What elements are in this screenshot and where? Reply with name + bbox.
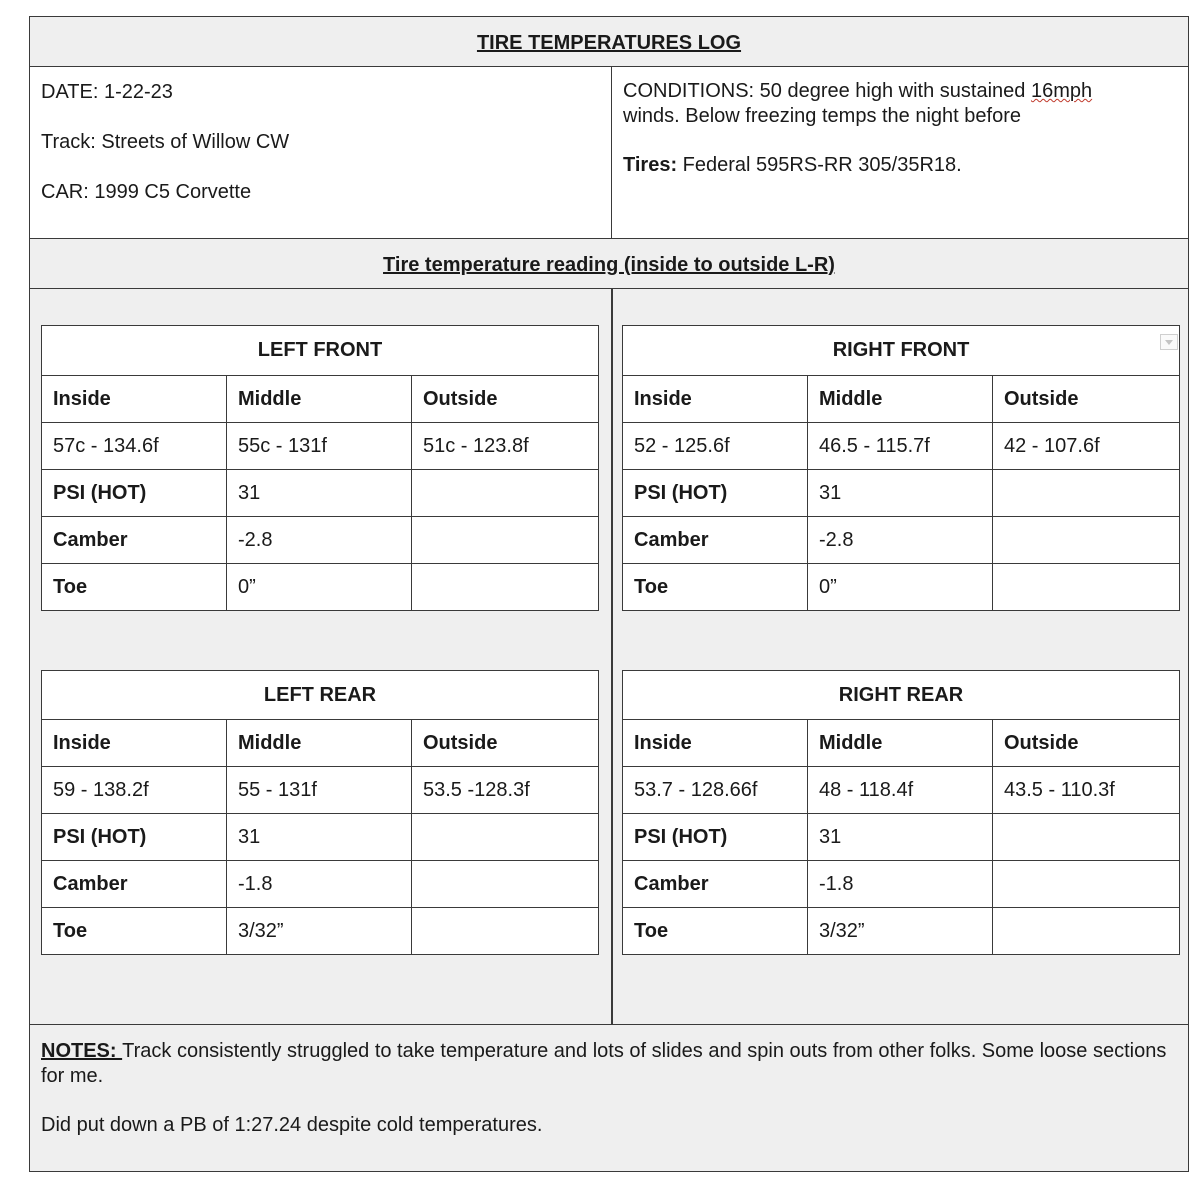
empty-cell[interactable] [993, 814, 1180, 861]
empty-cell[interactable] [412, 517, 599, 564]
spellcheck-word[interactable]: 16mph [1030, 80, 1093, 102]
outside-header: Outside [993, 720, 1180, 767]
camber-label: Camber [623, 517, 808, 564]
outside-header: Outside [412, 376, 599, 423]
outside-header: Outside [993, 376, 1180, 423]
outside-header: Outside [412, 720, 599, 767]
psi-label: PSI (HOT) [42, 470, 227, 517]
inside-temp[interactable]: 53.7 - 128.66f [623, 767, 808, 814]
conditions-post: winds. Below freezing temps the night before [623, 105, 1021, 127]
toe-label: Toe [623, 564, 808, 611]
camber-value[interactable]: -1.8 [808, 861, 993, 908]
toe-value[interactable]: 0” [227, 564, 412, 611]
psi-label: PSI (HOT) [623, 814, 808, 861]
toe-label: Toe [42, 564, 227, 611]
tires-label: Tires: [623, 154, 678, 176]
psi-value[interactable]: 31 [227, 470, 412, 517]
conditions-text [623, 79, 1148, 129]
middle-header: Middle [808, 720, 993, 767]
toe-label: Toe [42, 908, 227, 955]
left-rear-title: LEFT REAR [42, 671, 599, 720]
right-front-title: RIGHT FRONT [832, 339, 970, 361]
middle-temp[interactable]: 55 - 131f [227, 767, 412, 814]
left-front-title: LEFT FRONT [42, 326, 599, 376]
inside-header: Inside [42, 376, 227, 423]
toe-value[interactable]: 0” [808, 564, 993, 611]
conditions-info [612, 67, 1188, 238]
empty-cell[interactable] [412, 908, 599, 955]
middle-temp[interactable]: 55c - 131f [227, 423, 412, 470]
toe-value[interactable]: 3/32” [808, 908, 993, 955]
info-row [30, 67, 1188, 239]
inside-header: Inside [623, 376, 808, 423]
track-text: Track: Streets of Willow CW [41, 131, 290, 153]
middle-header: Middle [227, 720, 412, 767]
camber-value[interactable]: -2.8 [808, 517, 993, 564]
notes-label: NOTES: [41, 1040, 123, 1062]
toe-label: Toe [623, 908, 808, 955]
right-front-table [622, 325, 1180, 611]
empty-cell[interactable] [993, 564, 1180, 611]
session-info [30, 67, 612, 238]
inside-temp[interactable]: 59 - 138.2f [42, 767, 227, 814]
inside-header: Inside [42, 720, 227, 767]
middle-temp[interactable]: 48 - 118.4f [808, 767, 993, 814]
outside-temp[interactable]: 42 - 107.6f [993, 423, 1180, 470]
tires-value: Federal 595RS-RR 305/35R18. [677, 154, 962, 176]
section-title: Tire temperature reading (inside to outside L-R) [30, 239, 1188, 289]
empty-cell[interactable] [993, 908, 1180, 955]
notes-text: Track consistently struggled to take temperature and lots of slides and spin outs from other folks. Some loose sections for me. [41, 1040, 1167, 1087]
tire-log-sheet [29, 16, 1189, 1172]
page-title: TIRE TEMPERATURES LOG [30, 17, 1188, 67]
inside-header: Inside [623, 720, 808, 767]
empty-cell[interactable] [412, 861, 599, 908]
tire-readings-area [30, 289, 1188, 1025]
notes-section [30, 1025, 1188, 1171]
outside-temp[interactable]: 43.5 - 110.3f [993, 767, 1180, 814]
camber-label: Camber [42, 517, 227, 564]
camber-label: Camber [42, 861, 227, 908]
psi-label: PSI (HOT) [42, 814, 227, 861]
psi-value[interactable]: 31 [227, 814, 412, 861]
right-rear-title: RIGHT REAR [623, 671, 1180, 720]
psi-value[interactable]: 31 [808, 470, 993, 517]
middle-header: Middle [808, 376, 993, 423]
right-front-title-cell [623, 326, 1180, 376]
column-divider [611, 289, 613, 1024]
camber-label: Camber [623, 861, 808, 908]
date-text: DATE: 1-22-23 [41, 81, 173, 103]
notes-line-1 [41, 1039, 1168, 1089]
camber-value[interactable]: -2.8 [227, 517, 412, 564]
outside-temp[interactable]: 53.5 -128.3f [412, 767, 599, 814]
inside-temp[interactable]: 52 - 125.6f [623, 423, 808, 470]
middle-header: Middle [227, 376, 412, 423]
middle-temp[interactable]: 46.5 - 115.7f [808, 423, 993, 470]
outside-temp[interactable]: 51c - 123.8f [412, 423, 599, 470]
tires-text [623, 153, 1148, 178]
empty-cell[interactable] [412, 814, 599, 861]
toe-value[interactable]: 3/32” [227, 908, 412, 955]
notes-line-2: Did put down a PB of 1:27.24 despite cold temperatures. [41, 1114, 543, 1136]
empty-cell[interactable] [412, 564, 599, 611]
empty-cell[interactable] [993, 861, 1180, 908]
right-rear-table [622, 670, 1180, 955]
empty-cell[interactable] [993, 470, 1180, 517]
inside-temp[interactable]: 57c - 134.6f [42, 423, 227, 470]
conditions-pre: CONDITIONS: 50 degree high with sustained [623, 80, 1031, 102]
psi-value[interactable]: 31 [808, 814, 993, 861]
car-text: CAR: 1999 C5 Corvette [41, 181, 252, 203]
left-rear-table [41, 670, 599, 955]
left-front-table [41, 325, 599, 611]
camber-value[interactable]: -1.8 [227, 861, 412, 908]
dropdown-arrow-icon[interactable] [1160, 334, 1178, 350]
empty-cell[interactable] [993, 517, 1180, 564]
empty-cell[interactable] [412, 470, 599, 517]
psi-label: PSI (HOT) [623, 470, 808, 517]
